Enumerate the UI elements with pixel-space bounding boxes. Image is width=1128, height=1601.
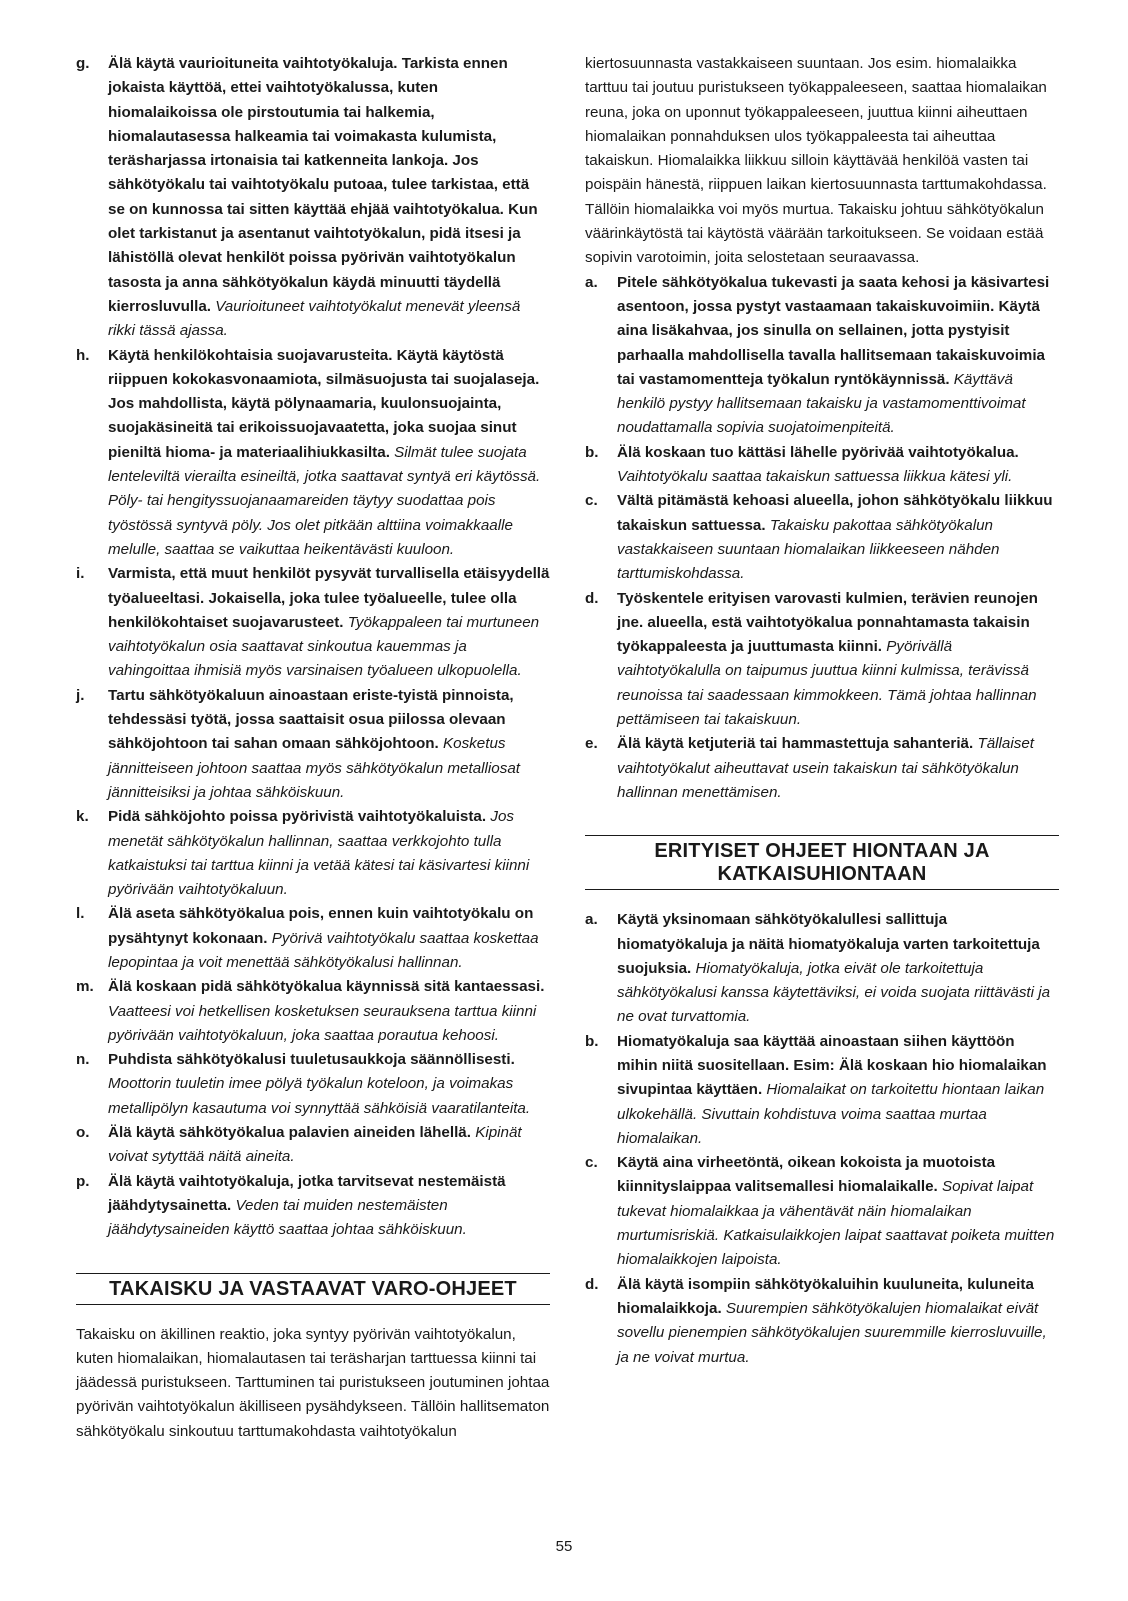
list-item bbox=[76, 975, 550, 1048]
item-bold-text: Käytä yksinomaan sähkötyökalullesi sallittuja hiomatyökaluja ja näitä hiomatyökaluja varten tarkoitettuja suojuksia. bbox=[617, 911, 1040, 977]
safety-list bbox=[76, 52, 550, 1243]
item-text bbox=[108, 902, 550, 975]
item-text bbox=[108, 344, 550, 563]
item-italic-text: Veden tai muiden nestemäisten jäähdytysaineiden käyttö saattaa johtaa sähköiskuun. bbox=[108, 1196, 467, 1239]
grinding-heading bbox=[585, 835, 1059, 890]
item-italic-text: Jos menetät sähkötyökalun hallinnan, saattaa verkkojohto tulla katkaistuksi tai tarttua kiinni ja vetää kätesi tai käsivartesi kiinni pyörivään vaihtotyökaluun. bbox=[108, 808, 530, 899]
kickback-heading: TAKAISKU JA VASTAAVAT VARO-OHJEET bbox=[76, 1273, 550, 1305]
item-bold-text: Älä aseta sähkötyökalua pois, ennen kuin vaihtotyökalu on pysähtynyt kokonaan. bbox=[108, 905, 534, 947]
item-bold-text: Pidä sähköjohto poissa pyörivistä vaihtotyökaluista. bbox=[108, 808, 487, 826]
list-item bbox=[585, 1030, 1059, 1151]
item-label: h. bbox=[76, 346, 90, 364]
item-label: a. bbox=[585, 911, 598, 929]
item-bold-text: Käytä aina virheetöntä, oikean kokoista ja muotoista kiinnityslaippaa valitsemallesi hiomalaikalle. bbox=[617, 1154, 996, 1196]
item-bold-text: Älä käytä sähkötyökalua palavien aineiden lähellä. bbox=[108, 1124, 471, 1142]
item-text bbox=[617, 489, 1059, 586]
item-label: d. bbox=[585, 589, 599, 607]
item-text bbox=[108, 805, 550, 902]
item-label: d. bbox=[585, 1275, 599, 1293]
item-bold-text: Vältä pitämästä kehoasi alueella, johon sähkötyökalu liikkuu takaiskun sattuessa. bbox=[617, 492, 1053, 534]
kickback-intro-right: kiertosuunnasta vastakkaiseen suuntaan. Jos esim. hiomalaikka tarttuu tai joutuu puristukseen työkappaleeseen, saattaa hiomalaikan reuna, joka on uponnut työkappaleeseen, juuttua kiinni aiheuttaen hiomalaikan ponnahduksen ulos työkappaleesta tai aiheuttaa takaiskun. Hiomalaikka liikkuu silloin käyttävää henkilöä vasten tai poispäin hänestä, riippuen laikan kiertosuunnasta tarttumakohdassa. Tällöin hiomalaikka voi myös murtua. Takaisku johtuu sähkötyökalun väärinkäytöstä tai käytöstä väärään tarkoitukseen. Se voidaan estää sopivin varotoimin, joita selostetaan seuraavassa. bbox=[585, 55, 1047, 267]
item-text bbox=[617, 271, 1059, 441]
item-italic-text: Kipinät voivat sytyttää näitä aineita. bbox=[108, 1124, 522, 1166]
kickback-list bbox=[585, 271, 1059, 806]
item-bold-text: Varmista, että muut henkilöt pysyvät turvallisella etäisyydellä työalueeltasi. Jokaisella, joka tulee työalueelle, tulee olla henkilökohtaiset suojavarusteet. bbox=[108, 565, 550, 631]
list-item bbox=[76, 1121, 550, 1170]
item-italic-text: Sopivat laipat tukevat hiomalaikkaa ja vähentävät näin hiomalaikan murtumisriskiä. Katkaisulaikkojen laipat saattavat poiketa muitten hiomalaikkojen laipoista. bbox=[617, 1178, 1055, 1269]
list-item bbox=[585, 1273, 1059, 1370]
left-column bbox=[76, 52, 550, 1444]
page-number: 55 bbox=[555, 1538, 573, 1555]
list-item bbox=[585, 489, 1059, 586]
item-italic-text: Käyttävä henkilö pystyy hallitsemaan takaisku ja vastamomenttivoimat noudattamalla sopivia suojatoimenpiteitä. bbox=[617, 370, 1026, 437]
item-italic-text: Hiomalaikat on tarkoitettu hiontaan laikan ulkokehällä. Sivuttain kohdistuva voima saattaa murtaa hiomalaikan. bbox=[617, 1081, 1045, 1147]
item-text bbox=[108, 52, 550, 344]
list-item bbox=[585, 1151, 1059, 1272]
item-italic-text: Silmät tulee suojata lenteleviltä vierailta esineiltä, jotka saattavat syntyä eri käytössä. Pöly- tai hengityssuojanaamareiden täytyy suodattaa pois työstössä syntyvä pöly. Jos olet pitkään alttiina voimakkaalle melulle, saattaa se vaikuttaa heikentävästi kuuloon. bbox=[108, 443, 541, 558]
list-item bbox=[76, 902, 550, 975]
item-text bbox=[617, 1151, 1059, 1272]
list-item bbox=[76, 1170, 550, 1243]
item-text bbox=[617, 732, 1059, 805]
item-bold-text: Työskentele erityisen varovasti kulmien, terävien reunojen jne. alueella, estä vaihtotyökalua ponnahtamasta takaisin työkappaleesta ja juuttumasta kiinni. bbox=[617, 589, 1038, 656]
item-label: m. bbox=[76, 978, 94, 996]
item-label: i. bbox=[76, 565, 85, 583]
list-item bbox=[76, 52, 550, 344]
item-bold-text: Pitele sähkötyökalua tukevasti ja saata kehosi ja käsivartesi asentoon, jossa pystyt vastaamaan takaiskuvoimiin. Käytä aina lisäkahvaa, jos sinulla on sellainen, jotta pystyisit parhaalla mahdollisella tavalla hallitsemaan takaiskuvoimia tai vastamomentteja työkalun ryntökäynnissä. bbox=[617, 273, 1050, 388]
item-italic-text: Vaihtotyökalu saattaa takaiskun sattuessa liikkua kätesi yli. bbox=[617, 468, 1013, 486]
item-label: b. bbox=[585, 443, 599, 461]
item-text bbox=[617, 587, 1059, 733]
item-italic-text: Takaisku pakottaa sähkötyökalun vastakkaiseen suuntaan hiomalaikan liikkeeseen nähden tarttumiskohdassa. bbox=[617, 516, 1000, 583]
item-italic-text: Pyörivä vaihtotyökalu saattaa koskettaa lepopintaa ja voit menettää sähkötyökalusi hallinnan. bbox=[108, 929, 539, 971]
list-item bbox=[585, 441, 1059, 490]
list-item bbox=[76, 344, 550, 563]
item-bold-text: Älä käytä isompiin sähkötyökaluihin kuuluneita, kuluneita hiomalaikkoja. bbox=[617, 1275, 1034, 1317]
list-item bbox=[76, 684, 550, 805]
item-label: o. bbox=[76, 1124, 90, 1142]
list-item bbox=[76, 805, 550, 902]
item-text bbox=[108, 1048, 550, 1121]
list-item bbox=[585, 908, 1059, 1029]
item-label: b. bbox=[585, 1032, 599, 1050]
item-bold-text: Hiomatyökaluja saa käyttää ainoastaan siihen käyttöön mihin niitä suositellaan. Esim: Älä koskaan hio hiomalaikan sivupintaa käyttäen. bbox=[617, 1032, 1047, 1099]
item-italic-text: Hiomatyökaluja, jotka eivät ole tarkoitettuja sähkötyökalusi kanssa käytettäviksi, ei voida suojata riittävästi ja ne ovat turvattomia. bbox=[617, 959, 1051, 1026]
item-bold-text: Käytä henkilökohtaisia suojavarusteita. Käytä käytöstä riippuen kokokasvonaamiota, silmäsuojusta tai suojalaseja. Jos mahdollista, käytä pölynaamaria, kuulonsuojainta, suojakäsineitä tai erikoissuojavaatetta, joka suojaa sinut pieniltä hioma- ja materiaalihiukkasilta. bbox=[108, 346, 540, 461]
list-item bbox=[585, 271, 1059, 441]
item-text bbox=[617, 1273, 1059, 1370]
item-text bbox=[108, 1170, 550, 1243]
list-item bbox=[76, 562, 550, 683]
item-label: k. bbox=[76, 808, 89, 826]
item-italic-text: Tällaiset vaihtotyökalut aiheuttavat usein takaiskun tai sähkötyökalun hallinnan menettämisen. bbox=[617, 735, 1035, 801]
list-item bbox=[76, 1048, 550, 1121]
item-label: a. bbox=[585, 273, 598, 291]
item-bold-text: Älä koskaan pidä sähkötyökalua käynnissä sitä kantaessasi. bbox=[108, 978, 545, 996]
list-item bbox=[585, 587, 1059, 733]
item-bold-text: Puhdista sähkötyökalusi tuuletusaukkoja säännöllisesti. bbox=[108, 1051, 515, 1069]
item-italic-text: Kosketus jännitteiseen johtoon saattaa myös sähkötyökalun metalliosat jännitteisiksi ja johtaa sähköiskuun. bbox=[108, 735, 520, 801]
item-italic-text: Suurempien sähkötyökalujen hiomalaikat eivät sovellu pienempien sähkötyökalujen suuremmille kierrosluvuille, ja ne voivat murtua. bbox=[617, 1299, 1047, 1366]
item-bold-text: Älä käytä vaurioituneita vaihtotyökaluja. Tarkista ennen jokaista käyttöä, ettei vaihtotyökalussa, kuten hiomalaikoissa ole pirstoutumia tai halkemia, hiomalautasessa halkeamia tai voimakasta kulumista, teräsharjassa irtonaisia tai katkenneita lankoja. Jos sähkötyökalu tai vaihtotyökalu putoaa, tulee tarkistaa, että se on kunnossa tai sitten käyttää ehjää vaihtotyökalua. Kun olet tarkistanut ja asentanut vaihtotyökalun, pidä itsesi ja lähistöllä olevat henkilöt poissa pyörivän vaihtotyökalun tasosta ja anna sähkötyökalun käydä minuutti täydellä kierrosluvulla. bbox=[108, 55, 538, 315]
grinding-heading-line1: ERITYISET OHJEET HIONTAAN JA bbox=[654, 840, 990, 863]
grinding-heading-line2: KATKAISUHIONTAAN bbox=[717, 863, 927, 886]
item-text bbox=[108, 1121, 550, 1170]
item-label: c. bbox=[585, 492, 598, 510]
item-bold-text: Älä käytä ketjuteriä tai hammastettuja sahanteriä. bbox=[617, 735, 974, 753]
item-bold-text: Älä koskaan tuo kättäsi lähelle pyörivää vaihtotyökalua. bbox=[617, 443, 1019, 461]
item-text bbox=[108, 562, 550, 683]
item-bold-text: Tartu sähkötyökaluun ainoastaan eriste-tyistä pinnoista, tehdessäsi työtä, jossa saattaisit osua piilossa olevaan sähköjohtoon tai sahan omaan sähköjohtoon. bbox=[108, 686, 514, 753]
item-text bbox=[617, 908, 1059, 1029]
item-text bbox=[108, 684, 550, 805]
item-text bbox=[108, 975, 550, 1048]
item-label: e. bbox=[585, 735, 598, 753]
item-label: j. bbox=[76, 686, 85, 704]
item-text bbox=[617, 441, 1059, 490]
item-italic-text: Moottorin tuuletin imee pölyä työkalun koteloon, ja voimakas metallipölyn kasautuma voi synnyttää sähköisiä vaaratilanteita. bbox=[108, 1075, 531, 1117]
list-item bbox=[585, 732, 1059, 805]
item-text bbox=[617, 1030, 1059, 1151]
item-label: l. bbox=[76, 905, 85, 923]
item-label: g. bbox=[76, 55, 90, 72]
item-label: c. bbox=[585, 1154, 598, 1172]
grinding-list bbox=[585, 908, 1059, 1370]
item-italic-text: Pyörivällä vaihtotyökalulla on taipumus juuttua kiinni kulmissa, terävissä reunoissa tai saadessaan kimmokkeen. Tämä johtaa hallinnan pettämiseen tai takaiskuun. bbox=[617, 638, 1037, 729]
item-italic-text: Vaurioituneet vaihtotyökalut menevät yleensä rikki tässä ajassa. bbox=[108, 297, 521, 340]
item-label: n. bbox=[76, 1051, 90, 1069]
right-column bbox=[585, 52, 1059, 1370]
item-italic-text: Vaatteesi voi hetkellisen kosketuksen seurauksena tarttua kiinni pyörivään vaihtotyökaluun, joka saattaa porautua kehoosi. bbox=[108, 1002, 537, 1044]
item-italic-text: Työkappaleen tai murtuneen vaihtotyökalun osia saattavat sinkoutua kauemmas ja vahingoittaa ihmisiä myös varsinaisen työalueen ulkopuolella. bbox=[108, 613, 540, 680]
item-bold-text: Älä käytä vaihtotyökaluja, jotka tarvitsevat nestemäistä jäähdytysainetta. bbox=[108, 1172, 506, 1214]
kickback-intro-left: Takaisku on äkillinen reaktio, joka syntyy pyörivän vaihtotyökalun, kuten hiomalaikan, hiomalautasen tai teräsharjan tarttuessa kiinni tai jäädessä puristukseen. Tarttuminen tai puristukseen joutuminen johtaa pyörivän vaihtotyökalun äkilliseen pysähdykseen. Tällöin hallitsematon sähkötyökalu sinkoutuu tarttumakohdasta vaihtotyökalun bbox=[76, 1325, 550, 1440]
item-label: p. bbox=[76, 1172, 90, 1190]
